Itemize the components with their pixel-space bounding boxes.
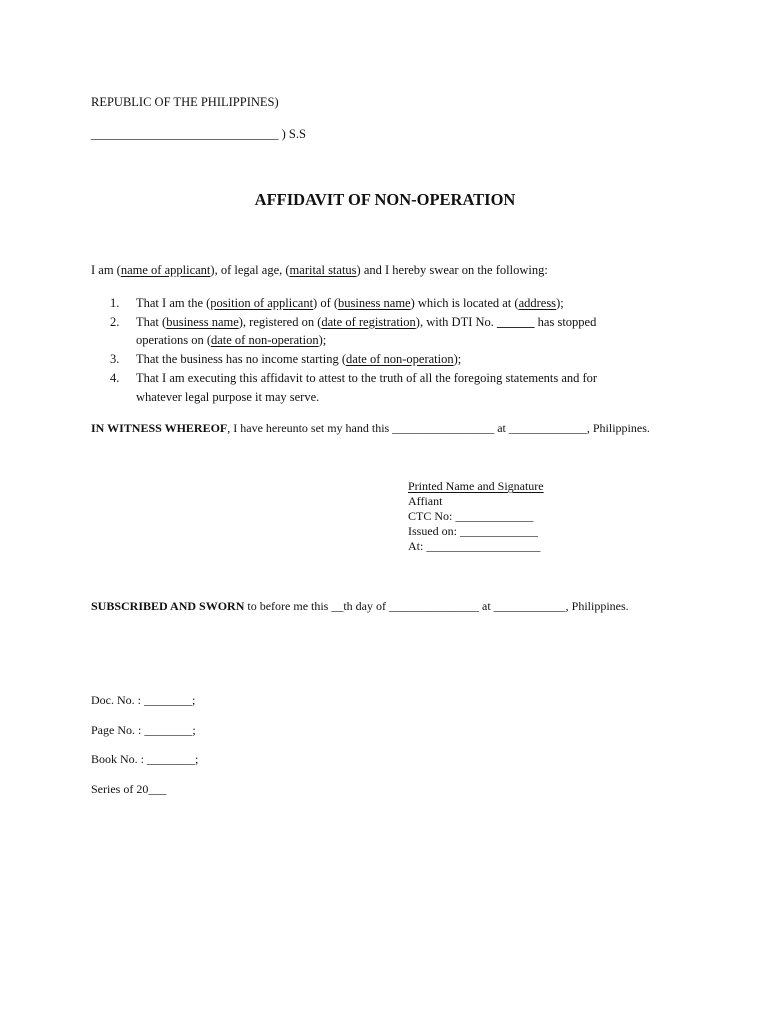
venue-blank[interactable]: ______________________________ — [91, 127, 279, 141]
intro-paragraph: I am (name of applicant), of legal age, (marital status) and I hereby swear on the following: — [91, 263, 548, 277]
printed-name-signature-line[interactable]: Printed Name and Signature — [408, 479, 544, 493]
registration-date-field[interactable]: date of registration — [321, 314, 416, 329]
series-field[interactable]: Series of 20___ — [91, 782, 167, 796]
statement-item: 3. That the business has no income starting (date of non-operation); — [110, 352, 462, 367]
business-name-field[interactable]: business name — [338, 296, 411, 310]
republic-line: REPUBLIC OF THE PHILIPPINES) — [91, 95, 279, 109]
venue-line — [91, 127, 306, 142]
business-name-field[interactable]: business name — [166, 314, 239, 329]
page-number-field[interactable]: Page No. : ________; — [91, 723, 196, 737]
signature-block — [408, 479, 544, 554]
statement-item: 4. That I am executing this affidavit to attest to the truth of all the foregoing statements and for whatever legal purpose it may serve. — [110, 370, 598, 404]
book-number-field[interactable]: Book No. : ________; — [91, 752, 199, 766]
non-operation-date-field[interactable]: date of non-operation — [346, 352, 454, 367]
issued-at-field[interactable]: At: ___________________ — [408, 539, 541, 553]
marital-status-field[interactable]: marital status — [289, 263, 357, 277]
document-title: AFFIDAVIT OF NON-OPERATION — [254, 190, 516, 209]
position-field[interactable]: position of applicant — [210, 296, 314, 310]
statement-item: 1. That I am the (position of applicant) of (business name) which is located at (address); — [110, 296, 564, 310]
venue-suffix: ) S.S — [278, 127, 306, 141]
statement-item: 2. That (business name), registered on (date of registration), with DTI No. ______ has stopped operations on (date of non-operation); — [110, 314, 597, 348]
dti-number-field[interactable]: ______ — [497, 314, 535, 329]
applicant-name-field[interactable]: name of applicant — [120, 263, 211, 277]
address-field[interactable]: address — [518, 296, 557, 310]
non-operation-date-field[interactable]: date of non-operation — [210, 333, 319, 348]
sworn-clause: SUBSCRIBED AND SWORN to before me this __th day of _______________ at ____________, Philippines. — [91, 599, 629, 613]
statement-list — [110, 294, 670, 406]
doc-number-field[interactable]: Doc. No. : ________; — [91, 693, 196, 707]
issued-on-field[interactable]: Issued on: _____________ — [408, 524, 538, 538]
witness-clause: IN WITNESS WHEREOF, I have hereunto set my hand this _________________ at _____________, Philippines. — [91, 421, 650, 435]
affiant-label: Affiant — [408, 494, 443, 508]
ctc-number-field[interactable]: CTC No: _____________ — [408, 509, 534, 523]
